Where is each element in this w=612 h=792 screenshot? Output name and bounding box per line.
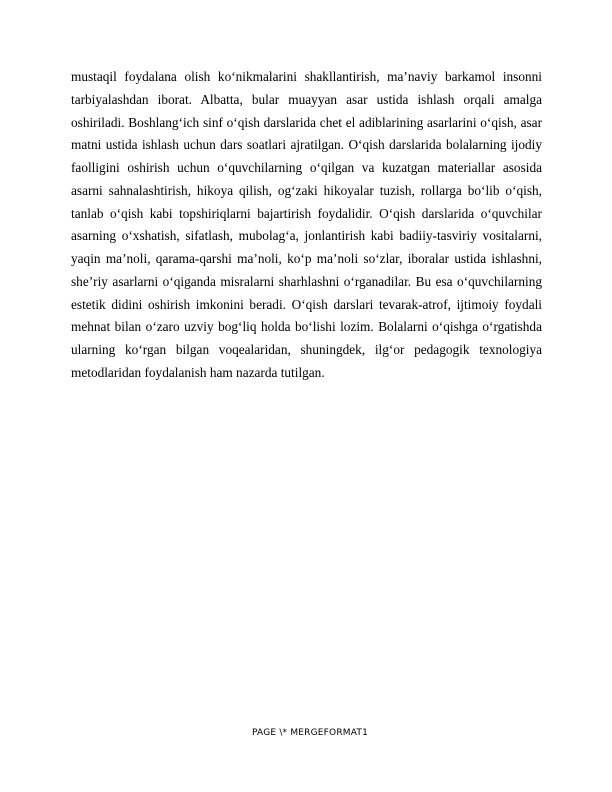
- page-footer: PAGE \* MERGEFORMAT1: [251, 728, 369, 738]
- body-paragraph: mustaqil foydalana olish ko‘nikmalarini shakllantirish, ma’naviy barkamol insonni tarbiyalashdan iborat. Albatta, bular muayyan asar ustida ishlash orqali amalga oshiriladi. Boshlang‘ich sinf o‘qish darslarida chet el adiblarining asarlarini o‘qish, asar matni ustida ishlash uchun dars soatlari ajratilgan. O‘qish darslarida bolalarning ijodiy faolligini oshirish uchun o‘quvchilarning o‘qilgan va kuzatgan materiallar asosida asarni sahnalashtirish, hikoya qilish, og‘zaki hikoyalar tuzish, rollarga bo‘lib o‘qish, tanlab o‘qish kabi topshiriqlarni bajartirish foydalidir. O‘qish darslarida o‘quvchilar asarning o‘xshatish, sifatlash, mubolag‘a, jonlantirish kabi badiiy-tasviriy vositalarni, yaqin ma’noli, qarama-qarshi ma’noli, ko‘p ma’noli so‘zlar, iboralar ustida ishlashni, she’riy asarlarni o‘qiganda misralarni sharhlashni o‘rganadilar. Bu esa o‘quvchilarning estetik didini oshirish imkonini beradi. O‘qish darslari tevarak-atrof, ijtimoiy foydali mehnat bilan o‘zaro uzviy bog‘liq holda bo‘lishi lozim. Bolalarni o‘qishga o‘rgatishda ularning ko‘rgan bilgan voqealaridan, shuningdek, ilg‘or pedagogik texnologiya metodlaridan foydalanish ham nazarda tutilgan.: [71, 69, 542, 380]
